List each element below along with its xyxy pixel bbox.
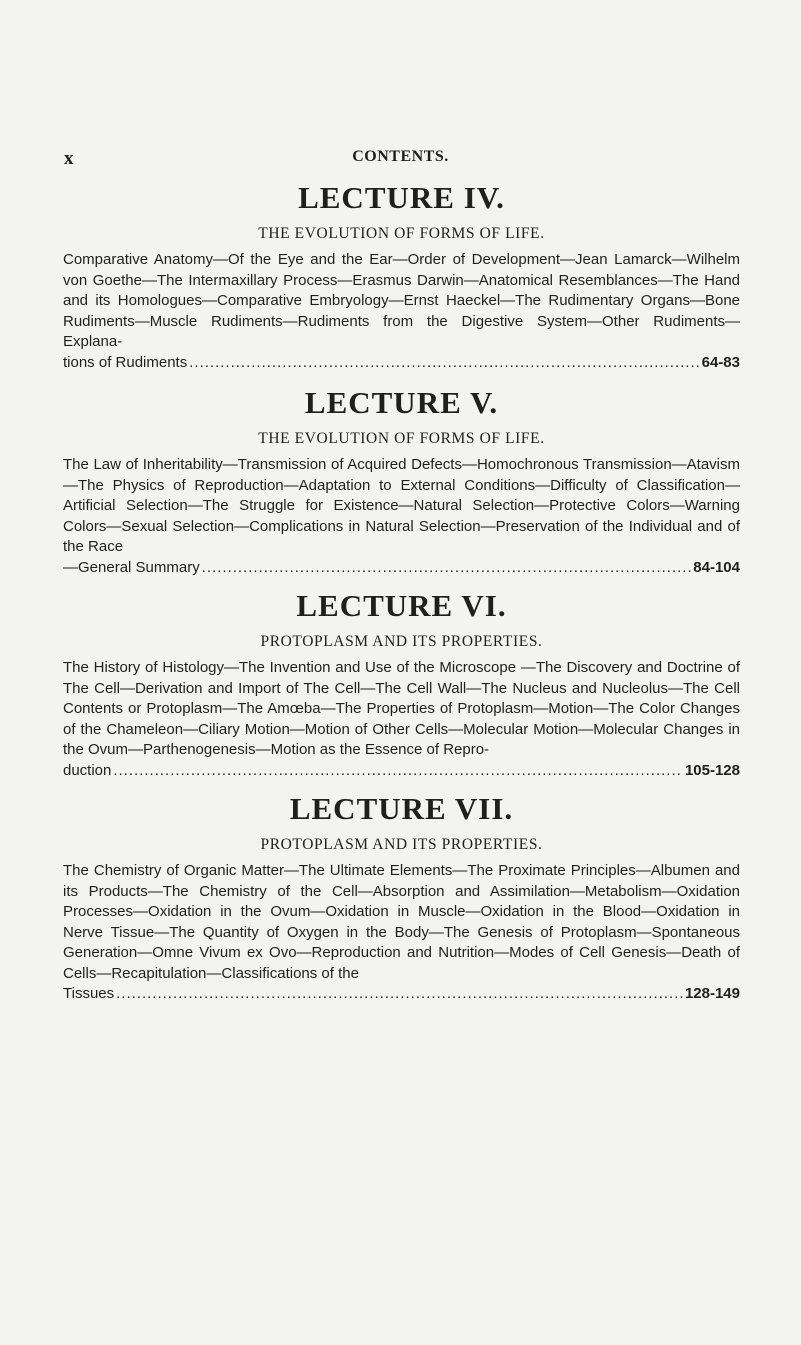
- dot-leader: [189, 353, 699, 374]
- lecture-summary: The History of Histology—The Invention and Use of the Microscope —The Discovery and Doctrine of The Cell—Derivation and Import of The Cell—The Cell Wall—The Nucleus and Nucleolus—The Cell Contents or Protoplasm—The Amœba—The Properties of Protoplasm—Motion—The Color Changes of the Chameleon—Ciliary Motion—Motion of Other Cells—Molecular Motion—Molecular Changes in the Ovum—Parthenogenesis—Motion as the Essence of Repro-: [63, 659, 740, 758]
- lecture-subtitle: PROTOPLASM AND ITS PROPERTIES.: [260, 633, 543, 650]
- summary-last-words: —General Summary: [63, 558, 200, 576]
- lecture-subtitle: THE EVOLUTION OF FORMS OF LIFE.: [258, 225, 545, 242]
- page-reference-line: [63, 761, 740, 782]
- page-range: 105-128: [684, 761, 740, 779]
- lecture-heading: LECTURE VI.: [296, 588, 507, 623]
- lecture-entry: [63, 385, 740, 578]
- summary-last-words: duction: [63, 761, 112, 779]
- dot-leader: [116, 984, 683, 1005]
- lecture-heading: LECTURE V.: [304, 385, 499, 420]
- page-folio: x: [64, 148, 74, 169]
- page-reference-line: [63, 558, 740, 579]
- contents-body: [63, 180, 740, 1005]
- lecture-summary: The Chemistry of Organic Matter—The Ultimate Elements—The Proximate Principles—Albumen and its Products—The Chemistry of the Cell—Absorption and Assimilation—Metabolism—Oxidation Processes—Oxidation in the Ovum—Oxidation in Muscle—Oxidation in the Blood—Oxidation in Nerve Tissue—The Quantity of Oxygen in the Body—The Genesis of Protoplasm—Spontaneous Generation—Omne Vivum ex Ovo—Reproduction and Nutrition—Modes of Cell Genesis—Death of Cells—Recapitulation—Classifications of the: [63, 862, 740, 982]
- lecture-entry: [63, 791, 740, 1005]
- lecture-heading: LECTURE IV.: [298, 180, 505, 215]
- summary-last-words: tions of Rudiments: [63, 353, 188, 371]
- lecture-entry: [63, 180, 740, 373]
- lecture-summary: Comparative Anatomy—Of the Eye and the Ear—Order of Development—Jean Lamarck—Wilhelm von Goethe—The Intermaxillary Process—Erasmus Darwin—Anatomical Resemblances—The Hand and its Homologues—Comparative Embryology—Ernst Haeckel—The Rudimentary Organs—Bone Rudiments—Muscle Rudiments—Rudiments from the Digestive System—Other Rudiments—Explana-: [63, 251, 740, 350]
- page-range: 64-83: [701, 353, 740, 371]
- summary-last-words: Tissues: [63, 985, 115, 1002]
- page-range: 84-104: [693, 558, 740, 576]
- page-range: 128-149: [684, 985, 740, 1002]
- lecture-heading: LECTURE VII.: [289, 791, 514, 826]
- running-head: [0, 148, 801, 168]
- page-reference-line: [63, 984, 740, 1005]
- lecture-subtitle: PROTOPLASM AND ITS PROPERTIES.: [260, 836, 543, 853]
- lecture-entry: [63, 588, 740, 781]
- lecture-subtitle: THE EVOLUTION OF FORMS OF LIFE.: [258, 430, 545, 447]
- dot-leader: [202, 558, 692, 579]
- lecture-summary: The Law of Inheritability—Transmission of Acquired Defects—Homochronous Transmission—Atavism—The Physics of Reproduction—Adaptation to External Conditions—Difficulty of Classification—Artificial Selection—The Struggle for Existence—Natural Selection—Protective Colors—Warning Colors—Sexual Selection—Complications in Natural Selection—Preservation of the Individual and of the Race: [63, 456, 740, 555]
- page-reference-line: [63, 353, 740, 374]
- running-title: CONTENTS.: [352, 148, 449, 165]
- dot-leader: [113, 761, 683, 782]
